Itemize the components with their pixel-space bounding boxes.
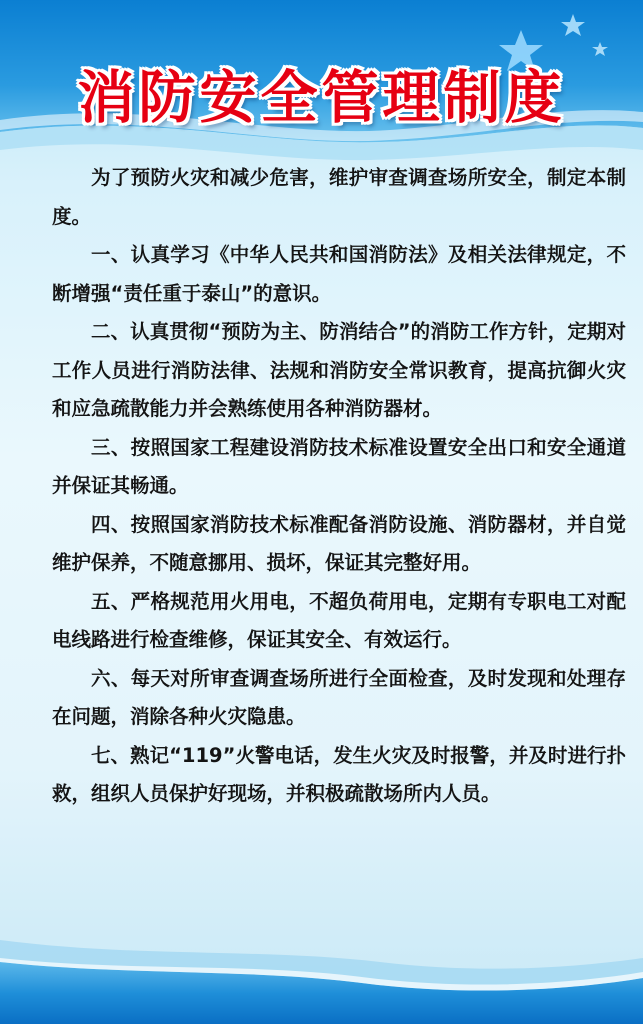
paragraph-rule-4: 四、按照国家消防技术标准配备消防设施、消防器材，并自觉维护保养，不随意挪用、损坏，保证其完整好用。 xyxy=(52,512,626,574)
page-title: 消防安全管理制度 xyxy=(77,65,566,131)
paragraph-rule-1: 一、认真学习《中华人民共和国消防法》及相关法律规定，不断增强“责任重于泰山”的意识。 xyxy=(52,243,626,305)
paragraph-rule-2: 二、认真贯彻“预防为主、防消结合”的消防工作方针，定期对工作人员进行消防法律、法规和消防安全常识教育，提高抗御火灾和应急疏散能力并会熟练使用各种消防器材。 xyxy=(52,320,626,420)
paragraph-rule-7: 七、熟记“119”火警电话，发生火灾及时报警，并及时进行扑救，组织人员保护好现场，并积极疏散场所内人员。 xyxy=(52,743,626,805)
paragraph-rule-3: 三、按照国家工程建设消防技术标准设置安全出口和安全通道并保证其畅通。 xyxy=(52,435,626,497)
paragraph-intro: 为了预防火灾和减少危害，维护审查调查场所安全，制定本制度。 xyxy=(52,166,626,228)
paragraph-rule-5: 五、严格规范用火用电，不超负荷用电，定期有专职电工对配电线路进行检查维修，保证其安全、有效运行。 xyxy=(52,589,626,651)
paragraph-rule-6: 六、每天对所审查调查场所进行全面检查，及时发现和处理存在问题，消除各种火灾隐患。 xyxy=(52,666,626,728)
regulation-body xyxy=(52,159,626,814)
